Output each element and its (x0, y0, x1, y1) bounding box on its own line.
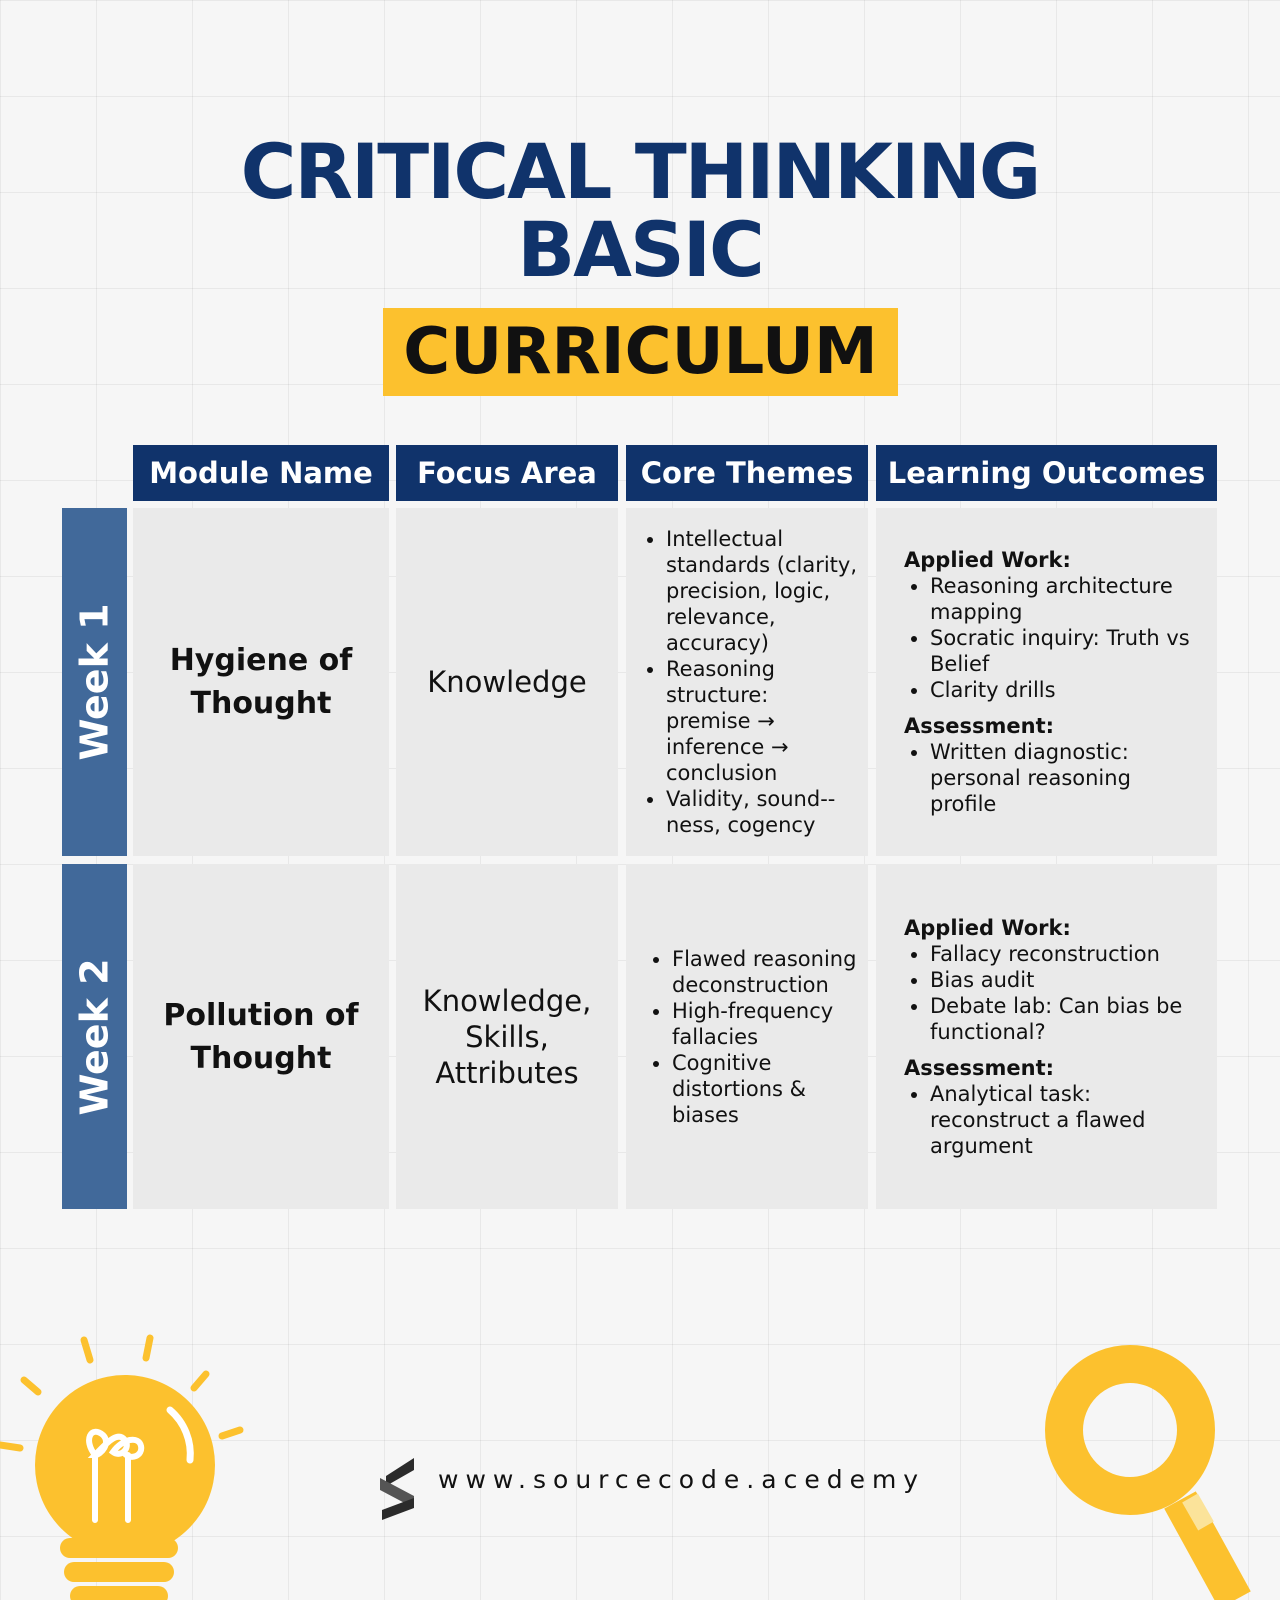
list-item: • Socratic inquiry: Truth vs Belief (930, 625, 1203, 677)
assessment-list (904, 739, 1203, 817)
module-name-cell (133, 508, 389, 856)
week-2-label: Week 2 (62, 864, 127, 1209)
module-name: Hygiene of Thought (169, 643, 353, 721)
list-item: • Intellectual standards (clarity, precision, logic, relevance, accuracy) (666, 526, 858, 656)
list-item: • Written diagnostic: personal reasoning profile (930, 739, 1203, 817)
applied-work-label: Applied Work: (904, 915, 1071, 940)
curriculum-badge-text: CURRICULUM (403, 315, 878, 389)
header-core-themes: Core Themes (626, 445, 868, 501)
core-themes-list (646, 946, 858, 1128)
focus-area: Knowledge, Skills, Attributes (422, 983, 592, 1090)
learning-outcomes-cell (876, 864, 1217, 1209)
page-title-line-2: BASIC (517, 205, 763, 294)
magnifying-glass-icon (1030, 1330, 1280, 1600)
focus-area: Knowledge (427, 665, 587, 699)
assessment-label: Assessment: (904, 1055, 1055, 1080)
list-item: • Debate lab: Can bias be functional? (930, 993, 1203, 1045)
page-title-line-1: CRITICAL THINKING (240, 127, 1040, 216)
learning-outcomes-cell (876, 508, 1217, 856)
applied-work-list (904, 941, 1203, 1045)
header-focus-area: Focus Area (396, 445, 618, 501)
focus-area-cell (396, 508, 618, 856)
list-item: • Fallacy reconstruction (930, 941, 1203, 967)
assessment-list (904, 1081, 1203, 1159)
list-item: • Cognitive distortions & biases (672, 1050, 858, 1128)
module-name: Pollution of Thought (163, 997, 359, 1076)
curriculum-badge (383, 308, 898, 396)
applied-work-label: Applied Work: (904, 548, 1071, 572)
footer-website-link[interactable]: www.sourcecode.acedemy (438, 1465, 926, 1494)
list-item: • Validity, sound--ness, cogency (666, 786, 858, 838)
list-item: • Reasoning architecture mapping (930, 573, 1203, 625)
header-module-name: Module Name (133, 445, 389, 501)
header-learning-outcomes: Learning Outcomes (876, 445, 1217, 501)
applied-work-list (904, 573, 1203, 703)
assessment-label: Assessment: (904, 714, 1055, 738)
focus-area-cell (396, 864, 618, 1209)
week-1-label: Week 1 (62, 508, 127, 856)
list-item: • Flawed reasoning deconstruction (672, 946, 858, 998)
module-name-cell (133, 864, 389, 1209)
core-themes-cell (626, 864, 868, 1209)
list-item: • Analytical task: reconstruct a flawed argument (930, 1081, 1203, 1159)
core-themes-list (640, 526, 858, 838)
list-item: • Bias audit (930, 967, 1203, 993)
lightbulb-icon (0, 1330, 270, 1600)
core-themes-cell (626, 508, 868, 856)
list-item: • Reasoning structure: premise → inference → conclusion (666, 656, 858, 786)
list-item: • High-frequency fallacies (672, 998, 858, 1050)
list-item: • Clarity drills (930, 677, 1203, 703)
s-logo-icon (378, 1458, 418, 1520)
